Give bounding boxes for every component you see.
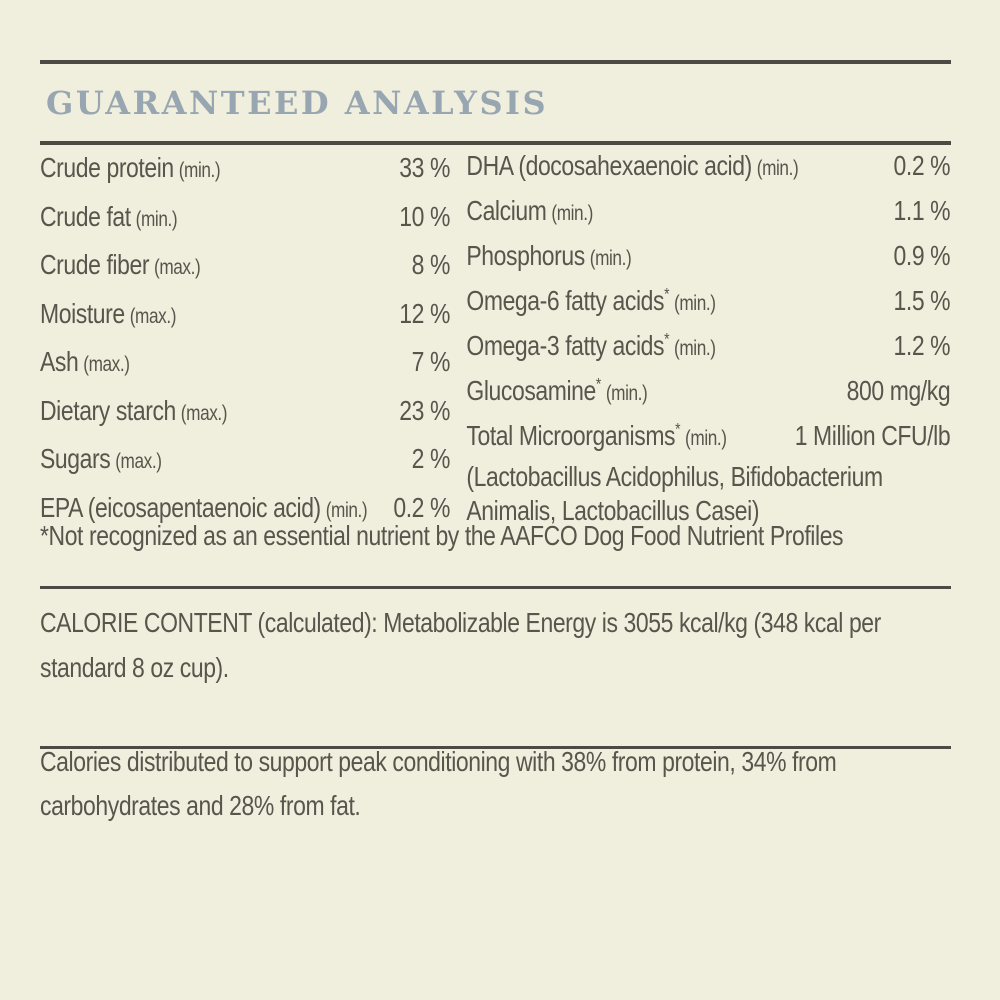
nutrient-label: Ash [40, 346, 79, 377]
nutrient-value: 1 Million CFU/lb [794, 420, 951, 451]
asterisk-mark: * [675, 419, 681, 439]
nutrient-label: Glucosamine* [466, 374, 601, 406]
nutrient-qualifier: (min.) [674, 337, 716, 360]
nutrient-row-omega6 [466, 280, 950, 325]
nutrient-value: 33 % [399, 152, 450, 183]
nutrient-label: EPA (eicosapentaenoic acid) [40, 491, 321, 523]
nutrient-row-sugars [40, 436, 450, 485]
nutrient-value: 0.2 % [893, 150, 951, 181]
nutrient-row-moisture [40, 291, 450, 340]
nutrient-qualifier: (max.) [180, 401, 228, 425]
nutrient-row-phosphorus [466, 235, 950, 280]
nutrient-value: 8 % [411, 249, 450, 280]
nutrient-row-dietary-starch [40, 388, 450, 437]
nutrient-row-glucosamine [466, 370, 950, 415]
nutrient-label: Omega-6 fatty acids* [466, 284, 670, 316]
nutrient-row-crude-fat [40, 194, 450, 243]
nutrient-row-calcium [466, 190, 950, 235]
nutrient-label: Calcium [466, 195, 547, 226]
nutrient-value: 7 % [411, 346, 450, 377]
microorganisms-main-line [466, 415, 950, 460]
nutrient-label: Sugars [40, 443, 111, 474]
nutrient-qualifier: (max.) [115, 450, 162, 473]
nutrient-qualifier: (min.) [605, 382, 648, 405]
nutrient-value: 1.2 % [893, 330, 951, 361]
nutrient-qualifier: (min.) [325, 498, 368, 522]
nutrient-value: 1.5 % [893, 285, 951, 316]
nutrient-label: Crude fat [40, 200, 131, 232]
microorganisms-species-list: (Lactobacillus Acidophilus, Bifidobacterium Animalis, Lactobacillus Casei) [466, 461, 883, 526]
nutrient-qualifier: (min.) [551, 202, 593, 225]
nutrient-qualifier: (min.) [685, 427, 727, 450]
nutrient-qualifier: (min.) [756, 157, 799, 180]
nutrient-value: 0.2 % [393, 491, 450, 523]
nutrient-value: 0.9 % [893, 240, 951, 271]
nutrient-row-crude-fiber [40, 242, 450, 291]
nutrient-qualifier: (min.) [135, 207, 178, 231]
nutrient-qualifier: (max.) [83, 353, 130, 376]
nutrient-qualifier: (min.) [178, 159, 221, 182]
nutrient-label: Total Microorganisms* [466, 419, 681, 451]
aafco-footnote: *Not recognized as an essential nutrient by the AAFCO Dog Food Nutrient Profiles [40, 520, 844, 551]
divider-line-top [40, 60, 951, 64]
nutrient-row-dha [466, 145, 950, 190]
nutrient-qualifier: (min.) [674, 292, 716, 315]
nutrient-row-total-microorganisms [466, 415, 950, 528]
panel-title: GUARANTEED ANALYSIS [46, 84, 549, 122]
nutrient-value: 1.1 % [893, 195, 951, 226]
asterisk-mark: * [664, 329, 670, 349]
nutrient-row-ash [40, 339, 450, 388]
calorie-distribution-text: Calories distributed to support peak conditioning with 38% from protein, 34% from carbohydrates and 28% from fat. [40, 746, 837, 821]
nutrient-value: 800 mg/kg [846, 375, 951, 406]
nutrient-value: 2 % [411, 443, 450, 474]
asterisk-mark: * [664, 284, 670, 304]
nutrient-qualifier: (min.) [589, 247, 632, 270]
divider-line-middle [40, 586, 951, 589]
analysis-column-left [40, 145, 450, 533]
nutrient-label: Dietary starch [40, 394, 176, 426]
nutrient-label: DHA (docosahexaenoic acid) [466, 150, 752, 181]
nutrient-row-crude-protein [40, 145, 450, 194]
nutrient-label: Crude fiber [40, 249, 150, 280]
nutrient-row-omega3 [466, 325, 950, 370]
nutrient-label: Omega-3 fatty acids* [466, 329, 670, 361]
nutrient-label: Crude protein [40, 152, 174, 183]
nutrient-value: 23 % [399, 394, 450, 426]
nutrient-value: 10 % [399, 200, 450, 232]
nutrient-qualifier: (max.) [153, 256, 201, 279]
nutrient-label: Phosphorus [466, 240, 585, 271]
nutrient-qualifier: (max.) [129, 304, 177, 328]
nutrient-value: 12 % [399, 297, 450, 329]
asterisk-mark: * [595, 374, 601, 394]
calorie-content-text: CALORIE CONTENT (calculated): Metabolizable Energy is 3055 kcal/kg (348 kcal per standard 8 oz cup). [40, 607, 881, 683]
analysis-column-right [466, 145, 950, 533]
analysis-table [40, 145, 950, 533]
nutrient-label: Moisture [40, 297, 125, 329]
